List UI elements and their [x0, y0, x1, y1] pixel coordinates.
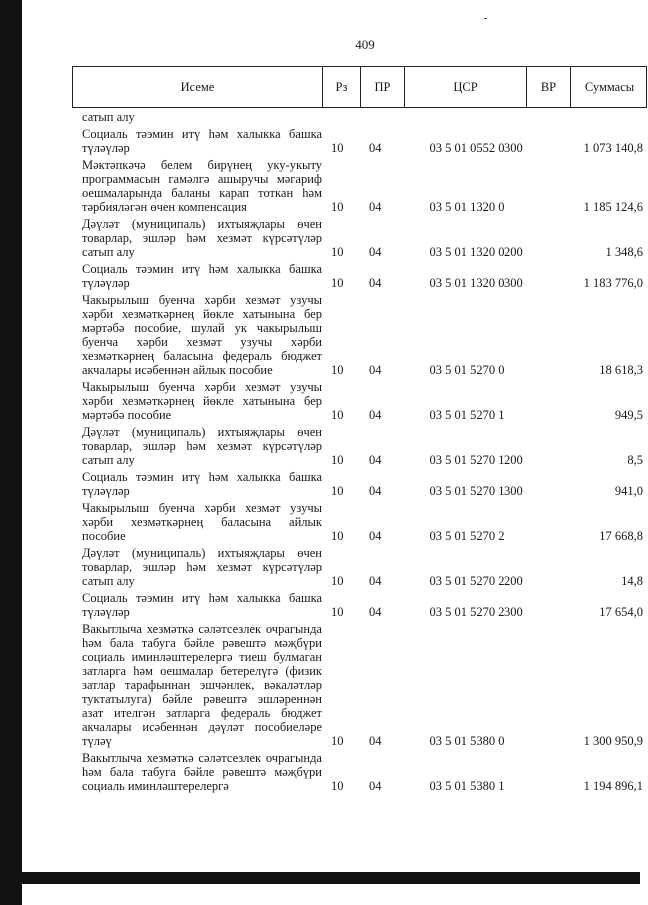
row-vr: 300 — [504, 484, 523, 498]
row-csr: 03 5 01 5380 0 — [429, 734, 505, 748]
table-row — [72, 110, 647, 124]
scan-speck — [484, 18, 487, 19]
row-pr: 04 — [369, 734, 382, 748]
table-row — [72, 622, 647, 748]
table-body — [72, 110, 647, 793]
header-vr: ВР — [527, 67, 571, 107]
scan-bottom-edge — [0, 872, 640, 884]
row-name: Чакырылыш буенча хәрби хезмәт узучы хәрби хезмәткәрнең йөкле хатынына бер мәртәбә пособие — [82, 380, 322, 422]
row-name: Дәүләт (муниципаль) ихтыяҗлары өчен товарлар, эшләр һәм хезмәт күрсәтүләр сатып алу — [82, 546, 322, 588]
row-name: Социаль тәэмин итү һәм халыкка башка түләүләр — [82, 262, 322, 290]
header-name: Исеме — [73, 67, 323, 107]
row-sum: 17 668,8 — [599, 529, 643, 543]
row-vr: 200 — [504, 245, 523, 259]
row-name: Дәүләт (муниципаль) ихтыяҗлары өчен товарлар, эшләр һәм хезмәт күрсәтүләр сатып алу — [82, 217, 322, 259]
row-sum: 1 185 124,6 — [583, 200, 643, 214]
row-sum: 941,0 — [614, 484, 643, 498]
row-pr: 04 — [369, 484, 382, 498]
row-name: Социаль тәэмин итү һәм халыкка башка түләүләр — [82, 470, 322, 498]
row-sum: 1 300 950,9 — [583, 734, 643, 748]
row-sum: 949,5 — [614, 408, 643, 422]
row-vr: 300 — [504, 276, 523, 290]
table-row — [72, 127, 647, 155]
row-rz: 10 — [331, 574, 344, 588]
header-pr: ПР — [361, 67, 405, 107]
table-row — [72, 425, 647, 467]
row-vr: 300 — [504, 141, 523, 155]
row-pr: 04 — [369, 200, 382, 214]
table-row — [72, 217, 647, 259]
row-name: Дәүләт (муниципаль) ихтыяҗлары өчен товарлар, эшләр һәм хезмәт күрсәтүләр сатып алу — [82, 425, 322, 467]
row-pr: 04 — [369, 363, 382, 377]
row-name: Социаль тәэмин итү һәм халыкка башка түләүләр — [82, 127, 322, 155]
row-csr: 03 5 01 5380 1 — [429, 779, 505, 793]
table-row — [72, 751, 647, 793]
row-name: Чакырылыш буенча хәрби хезмәт узучы хәрби хезмәткәрнең баласына айлык пособие — [82, 501, 322, 543]
row-rz: 10 — [331, 200, 344, 214]
row-sum: 1 194 896,1 — [583, 779, 643, 793]
row-sum: 1 183 776,0 — [583, 276, 643, 290]
row-csr: 03 5 01 5270 2 — [429, 605, 505, 619]
row-sum: 14,8 — [621, 574, 643, 588]
row-pr: 04 — [369, 453, 382, 467]
table-row — [72, 591, 647, 619]
row-rz: 10 — [331, 734, 344, 748]
row-name: Мәктәпкәчә белем бирүнең уку-укыту программасын гамәлгә ашыручы мәгариф оешмаларында баланы карап тоткан һәм тәрбияләгән өчен компенсация — [82, 158, 322, 214]
scan-left-edge — [0, 0, 22, 905]
row-csr: 03 5 01 5270 0 — [429, 363, 505, 377]
row-sum: 8,5 — [627, 453, 643, 467]
row-rz: 10 — [331, 408, 344, 422]
row-pr: 04 — [369, 574, 382, 588]
row-csr: 03 5 01 5270 2 — [429, 574, 505, 588]
header-sum: Суммасы — [584, 80, 635, 94]
row-pr: 04 — [369, 779, 382, 793]
row-rz: 10 — [331, 141, 344, 155]
row-rz: 10 — [331, 529, 344, 543]
row-vr: 300 — [504, 605, 523, 619]
row-name: Чакырылыш буенча хәрби хезмәт узучы хәрби хезмәткәрнең йөкле хатынына бер мәртәбә пособие, шулай ук чакырылыш буенча хәрби хезмәт узучы хәрби хезмәткәрнең баласына федераль бюджет акчалары исәбеннән айлык пособие — [82, 293, 322, 377]
table-row — [72, 158, 647, 214]
row-rz: 10 — [331, 363, 344, 377]
row-rz: 10 — [331, 605, 344, 619]
row-csr: 03 5 01 5270 1 — [429, 453, 505, 467]
row-csr: 03 5 01 5270 2 — [429, 529, 505, 543]
row-vr: 200 — [504, 453, 523, 467]
row-pr: 04 — [369, 529, 382, 543]
table-row — [72, 262, 647, 290]
budget-table — [72, 66, 647, 793]
row-sum: 1 073 140,8 — [583, 141, 643, 155]
row-sum: 1 348,6 — [605, 245, 643, 259]
row-pr: 04 — [369, 408, 382, 422]
row-name: сатып алу — [82, 110, 135, 124]
header-csr: ЦСР — [405, 67, 527, 107]
row-name: Социаль тәэмин итү һәм халыкка башка түләүләр — [82, 591, 322, 619]
row-rz: 10 — [331, 484, 344, 498]
table-header — [72, 66, 647, 108]
row-pr: 04 — [369, 141, 382, 155]
table-row — [72, 293, 647, 377]
row-rz: 10 — [331, 453, 344, 467]
row-csr: 03 5 01 5270 1 — [429, 408, 505, 422]
row-vr: 200 — [504, 574, 523, 588]
row-csr: 03 5 01 1320 0 — [429, 276, 505, 290]
row-sum: 18 618,3 — [599, 363, 643, 377]
row-rz: 10 — [331, 276, 344, 290]
row-name: Вакытлыча хезмәткә сәләтсезлек очрагында һәм бала табуга бәйле рәвештә мәҗбүри социаль иминләштерелергә — [82, 751, 322, 793]
table-row — [72, 546, 647, 588]
row-csr: 03 5 01 1320 0 — [429, 200, 505, 214]
table-row — [72, 501, 647, 543]
row-pr: 04 — [369, 605, 382, 619]
row-sum: 17 654,0 — [599, 605, 643, 619]
table-row — [72, 380, 647, 422]
row-csr: 03 5 01 5270 1 — [429, 484, 505, 498]
header-rz: Рз — [323, 67, 361, 107]
table-row — [72, 470, 647, 498]
page-number: 409 — [355, 37, 375, 52]
row-rz: 10 — [331, 245, 344, 259]
row-pr: 04 — [369, 245, 382, 259]
row-rz: 10 — [331, 779, 344, 793]
row-pr: 04 — [369, 276, 382, 290]
row-csr: 03 5 01 1320 0 — [429, 245, 505, 259]
row-name: Вакытлыча хезмәткә сәләтсезлек очрагында һәм бала табуга бәйле рәвештә мәҗбүри социаль иминләштерелергә тиеш булмаган затларга һәм оешмалар бетерелүгә (физик затлар тарафыннан эшчәнлек, вәкаләтләр туктатылуга) бәйле рәвештә эшләреннән азат ителгән затларга федераль бюджет акчалары исәбеннән дәүләт пособиеләре түләү — [82, 622, 322, 748]
row-csr: 03 5 01 0552 0 — [429, 141, 505, 155]
